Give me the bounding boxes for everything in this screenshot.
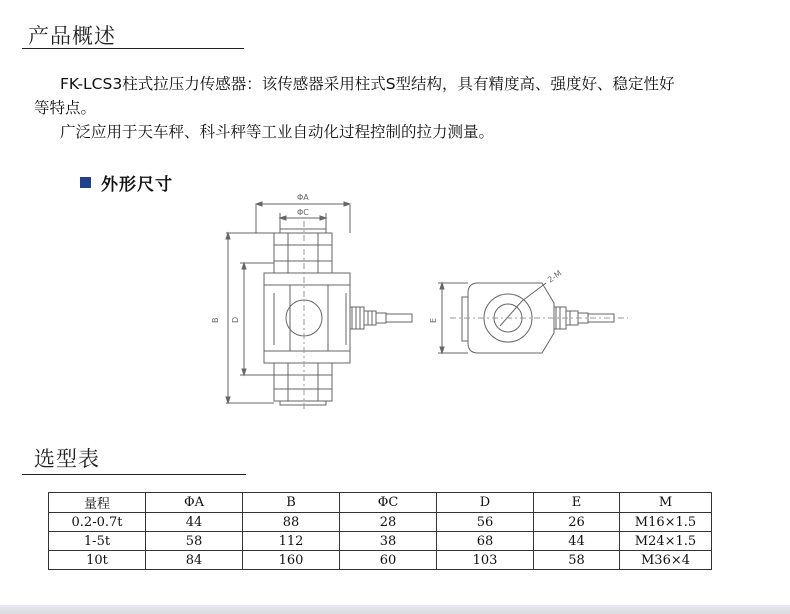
table-row — [49, 551, 712, 570]
e-label: E — [429, 317, 438, 323]
table-header-row — [49, 493, 712, 513]
dimensions-heading — [80, 170, 173, 195]
cell-e: 58 — [534, 551, 620, 570]
header-d: D — [437, 493, 534, 513]
cell-m: M16×1.5 — [620, 513, 712, 532]
m-label: 2-M — [545, 268, 564, 285]
d-label: D — [231, 316, 240, 323]
header-range: 量程 — [49, 493, 146, 513]
cell-phi-c: 38 — [340, 532, 437, 551]
overview-title-rule — [22, 48, 244, 49]
selection-section-title: 选型表 — [34, 447, 100, 471]
overview-paragraph-line3: 广泛应用于天车秤、科斗秤等工业自动化过程控制的拉力测量。 — [60, 123, 495, 141]
header-phi-a: ΦA — [146, 493, 243, 513]
selection-title-rule — [22, 474, 246, 475]
cell-phi-a: 44 — [146, 513, 243, 532]
cell-range: 1-5t — [49, 532, 146, 551]
header-phi-c: ΦC — [340, 493, 437, 513]
overview-paragraph-line2: 等特点。 — [34, 99, 97, 117]
cell-phi-c: 60 — [340, 551, 437, 570]
cell-b: 112 — [243, 532, 340, 551]
cell-m: M24×1.5 — [620, 532, 712, 551]
square-bullet-icon — [80, 177, 91, 188]
header-m: M — [620, 493, 712, 513]
cell-d: 56 — [437, 513, 534, 532]
cell-m: M36×4 — [620, 551, 712, 570]
cell-e: 44 — [534, 532, 620, 551]
selection-table — [48, 492, 712, 570]
cell-phi-a: 84 — [146, 551, 243, 570]
cell-range: 0.2-0.7t — [49, 513, 146, 532]
dimension-drawing — [200, 185, 640, 415]
overview-paragraph-line1: FK-LCS3柱式拉压力传感器：该传感器采用柱式S型结构，具有精度高、强度好、稳定性好 — [60, 75, 675, 93]
b-label: B — [211, 317, 220, 323]
phi-c-label: ΦC — [297, 208, 309, 217]
table-row — [49, 513, 712, 532]
cell-b: 88 — [243, 513, 340, 532]
table-row — [49, 532, 712, 551]
cell-d: 103 — [437, 551, 534, 570]
overview-section-title: 产品概述 — [28, 24, 116, 48]
cell-b: 160 — [243, 551, 340, 570]
dimensions-heading-label: 外形尺寸 — [101, 175, 173, 195]
page-bottom-bar — [0, 605, 790, 614]
phi-a-label: ΦA — [297, 193, 309, 202]
header-e: E — [534, 493, 620, 513]
cell-d: 68 — [437, 532, 534, 551]
cell-e: 26 — [534, 513, 620, 532]
cell-range: 10t — [49, 551, 146, 570]
cell-phi-c: 28 — [340, 513, 437, 532]
cell-phi-a: 58 — [146, 532, 243, 551]
header-b: B — [243, 493, 340, 513]
